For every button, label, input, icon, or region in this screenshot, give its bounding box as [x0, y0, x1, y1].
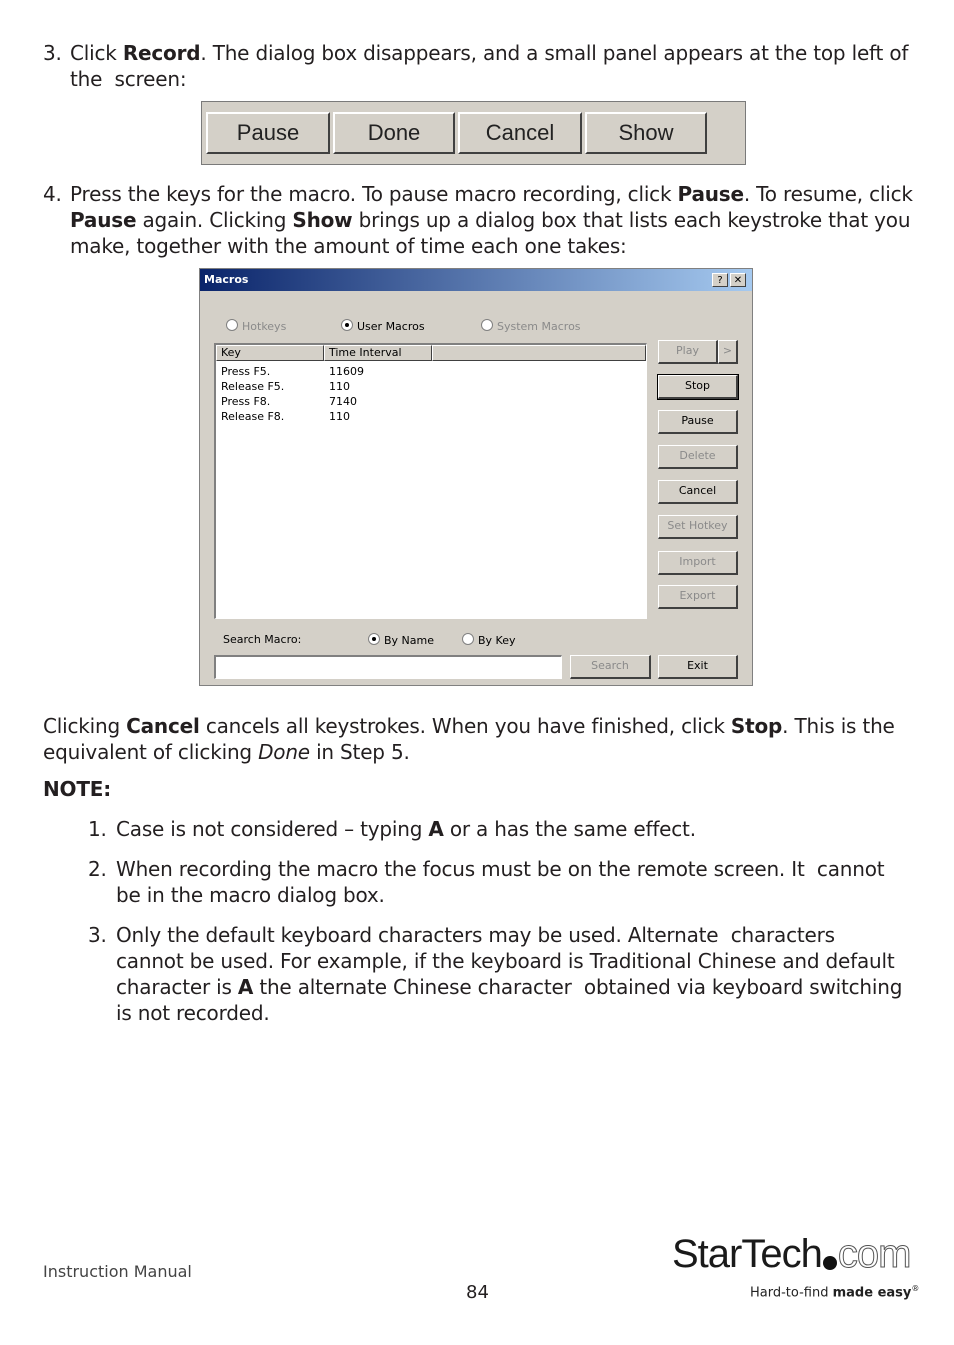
note-1-number: 1.: [88, 817, 107, 841]
note-heading: NOTE:: [43, 777, 112, 801]
radio-dot: [226, 319, 238, 331]
pause-dialog-button[interactable]: Pause: [658, 410, 738, 434]
radio-label: User Macros: [357, 320, 425, 333]
search-macro-label: Search Macro:: [223, 633, 302, 646]
import-button[interactable]: Import: [658, 551, 738, 575]
radio-by-name[interactable]: [368, 633, 434, 647]
text-span: . This is the: [782, 714, 895, 738]
page-number: 84: [466, 1282, 489, 1303]
step-3-line-1: [70, 40, 908, 66]
step-3-bold: Record: [122, 41, 201, 65]
text-span: equivalent of clicking: [43, 740, 259, 764]
radio-dot: [368, 633, 380, 645]
exit-button[interactable]: Exit: [658, 655, 738, 679]
note-3-line-3: [116, 974, 902, 1000]
radio-label: By Name: [384, 634, 435, 647]
cell-key[interactable]: Press F8.: [221, 395, 271, 408]
cell-key[interactable]: Release F5.: [221, 380, 285, 393]
search-input[interactable]: [214, 655, 562, 679]
radio-label: System Macros: [497, 320, 581, 333]
radio-by-key[interactable]: [462, 633, 516, 647]
delete-button[interactable]: Delete: [658, 445, 738, 469]
column-key[interactable]: Key: [216, 345, 324, 361]
logo-com: com: [837, 1232, 911, 1276]
stop-button[interactable]: Stop: [658, 375, 738, 399]
text-span: or a has the same effect.: [443, 817, 696, 841]
recording-panel: [201, 101, 746, 165]
note-3-line-2: cannot be used. For example, if the keyboard is Traditional Chinese and default: [116, 949, 895, 973]
cell-key[interactable]: Release F8.: [221, 410, 285, 423]
show-button[interactable]: Show: [585, 112, 707, 154]
text-span: Press the keys for the macro. To pause macro recording, click: [70, 182, 678, 206]
dialog-title-bar: [200, 269, 752, 291]
italic-done: Done: [258, 740, 310, 764]
step-4-number: 4.: [43, 182, 62, 206]
cancel-dialog-button[interactable]: Cancel: [658, 480, 738, 504]
note-2-line-1: When recording the macro the focus must be on the remote screen. It cannot: [116, 857, 885, 881]
cancel-button[interactable]: Cancel: [458, 112, 582, 154]
radio-label: Hotkeys: [242, 320, 287, 333]
step-4-line-1: [70, 181, 913, 207]
text-span: the alternate Chinese character obtained via keyboard switching: [253, 975, 903, 999]
text-span: character is: [116, 975, 238, 999]
play-arrow-button[interactable]: >: [718, 340, 738, 364]
text-span: . To resume, click: [743, 182, 913, 206]
tagline-a: Hard-to-find: [750, 1285, 833, 1301]
note-3-number: 3.: [88, 923, 107, 947]
text-span: Clicking: [43, 714, 127, 738]
export-button[interactable]: Export: [658, 585, 738, 609]
column-empty: [432, 345, 646, 361]
radio-dot: [341, 319, 353, 331]
radio-dot: [481, 319, 493, 331]
pause-button[interactable]: Pause: [206, 112, 330, 154]
radio-label: By Key: [478, 634, 516, 647]
dialog-title: Macros: [204, 273, 249, 286]
bold-stop: Stop: [730, 714, 783, 738]
cell-time[interactable]: 7140: [329, 395, 357, 408]
radio-system-macros[interactable]: [481, 319, 581, 333]
step-3-line-2: the screen:: [70, 67, 187, 91]
bold-pause: Pause: [70, 208, 137, 232]
step-3-number: 3.: [43, 41, 62, 65]
closing-line-2: [43, 739, 410, 765]
cell-time[interactable]: 110: [329, 410, 350, 423]
column-time-interval[interactable]: Time Interval: [324, 345, 432, 361]
note-1-text: [116, 816, 696, 842]
logo-tagline: [750, 1284, 919, 1300]
text-span: again. Clicking: [136, 208, 293, 232]
note-2-line-2: be in the macro dialog box.: [116, 883, 385, 907]
logo-wordmark: [672, 1232, 910, 1276]
bold-cancel: Cancel: [126, 714, 200, 738]
close-icon[interactable]: ✕: [730, 273, 746, 287]
note-3-line-4: is not recorded.: [116, 1001, 270, 1025]
set-hotkey-button[interactable]: Set Hotkey: [658, 515, 738, 539]
logo-dot-icon: [823, 1256, 837, 1270]
step-3-pre: Click: [70, 41, 123, 65]
play-button[interactable]: Play: [658, 340, 718, 364]
done-button[interactable]: Done: [333, 112, 455, 154]
startech-logo: [672, 1232, 920, 1301]
step-4-line-2: [70, 207, 910, 233]
note-3-line-1: Only the default keyboard characters may be used. Alternate characters: [116, 923, 835, 947]
step-4-line-3: make, together with the amount of time each one takes:: [70, 234, 627, 258]
macros-dialog: [199, 268, 753, 686]
radio-hotkeys[interactable]: [226, 319, 286, 333]
footer-label: Instruction Manual: [43, 1262, 192, 1281]
help-button[interactable]: ?: [712, 273, 728, 287]
cell-time[interactable]: 11609: [329, 365, 364, 378]
logo-main: StarTech: [672, 1232, 822, 1276]
step-3-rest: . The dialog box disappears, and a small panel appears at the top left of: [200, 41, 909, 65]
bold-pause: Pause: [677, 182, 744, 206]
text-span: Case is not considered – typing: [116, 817, 429, 841]
bold-a: A: [237, 975, 254, 999]
tagline-b: made easy: [832, 1285, 912, 1301]
note-2-number: 2.: [88, 857, 107, 881]
text-span: in Step 5.: [309, 740, 410, 764]
text-span: brings up a dialog box that lists each keystroke that you: [352, 208, 911, 232]
radio-dot: [462, 633, 474, 645]
search-button[interactable]: Search: [570, 655, 651, 679]
bold-a: A: [428, 817, 444, 841]
radio-user-macros[interactable]: [341, 319, 425, 333]
text-span: cancels all keystrokes. When you have finished, click: [199, 714, 731, 738]
registered-mark: ®: [911, 1284, 920, 1293]
bold-show: Show: [292, 208, 353, 232]
macro-list[interactable]: [214, 343, 647, 619]
cell-time[interactable]: 110: [329, 380, 350, 393]
closing-line-1: [43, 713, 895, 739]
cell-key[interactable]: Press F5.: [221, 365, 271, 378]
